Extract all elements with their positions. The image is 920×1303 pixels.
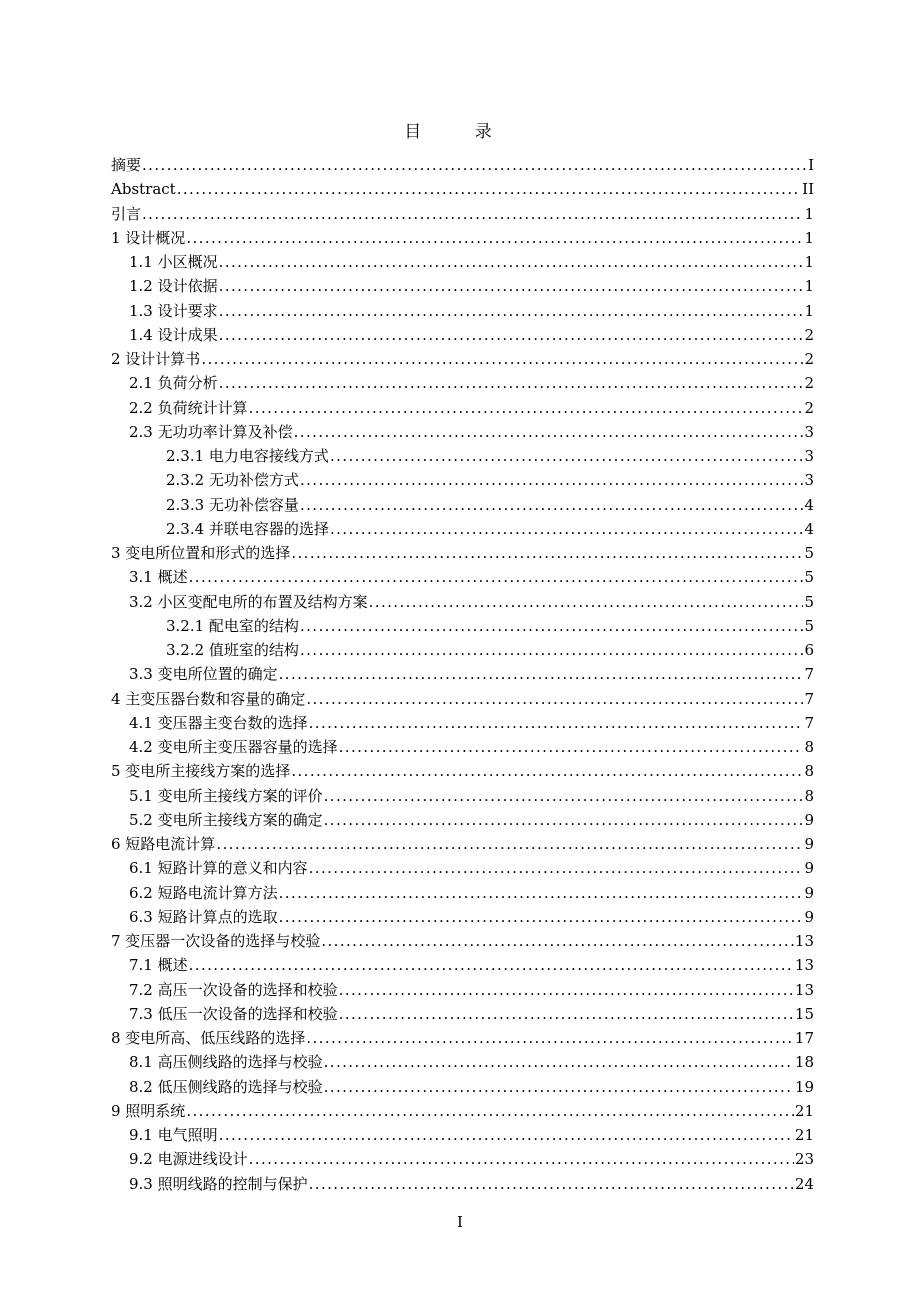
toc-entry-page: 1 xyxy=(804,277,814,296)
toc-entry-page: 2 xyxy=(804,350,814,368)
toc-entry-label: 4.1 变压器主变台数的选择 xyxy=(129,713,308,732)
toc-entry-page: 2 xyxy=(804,374,814,393)
toc-entry-label: 2.3.1 电力电容接线方式 xyxy=(166,447,329,465)
toc-entry[interactable] xyxy=(111,1123,814,1147)
toc-entry-label: 5.1 变电所主接线方案的评价 xyxy=(129,786,323,805)
toc-entry-page: 18 xyxy=(794,1053,814,1072)
toc-entry[interactable] xyxy=(111,396,814,420)
toc-entry-label: 7.2 高压一次设备的选择和校验 xyxy=(129,980,338,999)
toc-entry[interactable] xyxy=(111,687,814,711)
toc-entry-page: 3 xyxy=(804,471,814,490)
dot-leader xyxy=(339,1002,794,1026)
toc-entry-page: 23 xyxy=(794,1150,814,1169)
dot-leader xyxy=(219,299,804,323)
toc-title: 目 录 xyxy=(404,122,516,142)
toc-entry[interactable] xyxy=(111,614,814,638)
toc-entry-page: 8 xyxy=(804,738,814,756)
toc-entry[interactable] xyxy=(111,856,814,880)
toc-entry[interactable] xyxy=(111,1075,814,1099)
toc-entry-page: 9 xyxy=(804,907,814,926)
toc-entry-page: 24 xyxy=(794,1174,814,1193)
dot-leader xyxy=(330,444,804,468)
toc-entry-label: 1.3 设计要求 xyxy=(129,301,218,320)
dot-leader xyxy=(300,614,804,638)
toc-entry-page: 13 xyxy=(794,956,814,975)
toc-entry-label: 6.1 短路计算的意义和内容 xyxy=(129,859,308,878)
toc-entry-page: 17 xyxy=(794,1029,814,1047)
toc-entry-page: 6 xyxy=(804,641,814,659)
toc-entry[interactable] xyxy=(111,371,814,395)
toc-entry-label: 1.1 小区概况 xyxy=(129,253,218,271)
dot-leader xyxy=(186,226,803,250)
dot-leader xyxy=(219,250,804,274)
toc-entry-label: 2.3.4 并联电容器的选择 xyxy=(166,519,329,538)
toc-entry-label: 8 变电所高、低压线路的选择 xyxy=(111,1029,306,1047)
toc-entry-label: 2.3 无功功率计算及补偿 xyxy=(129,422,293,441)
toc-entry-page: 21 xyxy=(794,1101,814,1120)
toc-entry-label: 1 设计概况 xyxy=(111,228,186,247)
toc-entry[interactable] xyxy=(111,832,814,856)
toc-entry[interactable] xyxy=(111,444,814,468)
toc-entry-page: 8 xyxy=(804,786,814,805)
toc-entry-page: 4 xyxy=(804,519,814,538)
toc-entry-page: 7 xyxy=(804,713,814,732)
dot-leader xyxy=(219,323,804,347)
toc-entry-label: 摘要 xyxy=(111,156,142,174)
toc-entry[interactable] xyxy=(111,274,814,298)
toc-entry[interactable] xyxy=(111,905,814,929)
toc-entry-label: 9.1 电气照明 xyxy=(129,1126,218,1144)
dot-leader xyxy=(369,590,804,614)
dot-leader xyxy=(330,517,804,541)
dot-leader xyxy=(189,953,794,977)
toc-entry-label: 3.2.2 值班室的结构 xyxy=(166,641,299,659)
toc-entry-label: 6.3 短路计算点的选取 xyxy=(129,907,278,926)
toc-entry-label: 2 设计计算书 xyxy=(111,350,201,368)
toc-entry[interactable] xyxy=(111,226,814,250)
dot-leader xyxy=(294,420,804,444)
toc-entry[interactable] xyxy=(111,638,814,662)
toc-entry-page: 5 xyxy=(804,568,814,587)
dot-leader xyxy=(309,1172,794,1196)
toc-entry[interactable] xyxy=(111,1147,814,1171)
dot-leader xyxy=(291,759,803,783)
toc-entry-page: 21 xyxy=(794,1126,814,1144)
toc-entry-label: 3 变电所位置和形式的选择 xyxy=(111,544,291,562)
dot-leader xyxy=(249,396,804,420)
dot-leader xyxy=(177,177,801,201)
toc-entry[interactable] xyxy=(111,1099,814,1123)
toc-entry-page: 9 xyxy=(804,810,814,829)
toc-entry-page: 9 xyxy=(804,859,814,878)
toc-entry-page: 7 xyxy=(804,665,814,684)
toc-entry[interactable] xyxy=(111,202,814,226)
toc-entry[interactable] xyxy=(111,784,814,808)
dot-leader xyxy=(324,1050,794,1074)
toc-entry-page: 2 xyxy=(804,398,814,417)
toc-entry-page: 1 xyxy=(804,253,814,271)
dot-leader xyxy=(249,1147,794,1171)
toc-entry[interactable] xyxy=(111,1172,814,1196)
toc-entry-label: 6.2 短路电流计算方法 xyxy=(129,883,278,902)
toc-entry-page: 15 xyxy=(794,1004,814,1023)
toc-entry[interactable] xyxy=(111,493,814,517)
toc-entry[interactable] xyxy=(111,978,814,1002)
toc-entry[interactable] xyxy=(111,468,814,492)
dot-leader xyxy=(306,687,803,711)
dot-leader xyxy=(186,1099,794,1123)
dot-leader xyxy=(291,541,803,565)
toc-entry[interactable] xyxy=(111,541,814,565)
toc-entry[interactable] xyxy=(111,323,814,347)
toc-entry-page: 1 xyxy=(804,204,814,223)
dot-leader xyxy=(201,347,803,371)
toc-entry-page: 7 xyxy=(804,689,814,708)
toc-entry-page: 8 xyxy=(804,762,814,781)
toc-entry[interactable] xyxy=(111,1026,814,1050)
toc-entry-page: 5 xyxy=(804,616,814,635)
toc-entry-label: 4 主变压器台数和容量的确定 xyxy=(111,689,306,708)
toc-entry[interactable] xyxy=(111,1002,814,1026)
toc-entry-label: 7.1 概述 xyxy=(129,956,188,975)
toc-entry-page: 5 xyxy=(804,544,814,562)
toc-entry[interactable] xyxy=(111,759,814,783)
toc-entry-label: 8.1 高压侧线路的选择与校验 xyxy=(129,1053,323,1072)
toc-entry-page: 3 xyxy=(804,422,814,441)
toc-entry-label: 2.3.2 无功补偿方式 xyxy=(166,471,299,490)
dot-leader xyxy=(300,468,804,492)
toc-entry-label: Abstract xyxy=(111,180,176,199)
toc-entry[interactable] xyxy=(111,881,814,905)
toc-entry[interactable] xyxy=(111,517,814,541)
toc-entry-label: 1.4 设计成果 xyxy=(129,325,218,344)
toc-entry[interactable] xyxy=(111,153,814,177)
dot-leader xyxy=(309,711,804,735)
dot-leader xyxy=(339,978,794,1002)
toc-entry-label: 7.3 低压一次设备的选择和校验 xyxy=(129,1004,338,1023)
dot-leader xyxy=(306,1026,794,1050)
toc-entry-page: 4 xyxy=(804,495,814,514)
toc-entry-page: I xyxy=(808,156,814,174)
dot-leader xyxy=(216,832,803,856)
toc-entry[interactable] xyxy=(111,953,814,977)
dot-leader xyxy=(309,856,804,880)
toc-entry-label: 3.2 小区变配电所的布置及结构方案 xyxy=(129,592,368,611)
dot-leader xyxy=(219,274,804,298)
toc-entry-label: 1.2 设计依据 xyxy=(129,277,218,296)
toc-entry[interactable] xyxy=(111,662,814,686)
toc-entry-page: 5 xyxy=(804,592,814,611)
toc-entry-page: 9 xyxy=(804,835,814,853)
dot-leader xyxy=(279,905,804,929)
toc-entry-label: 9 照明系统 xyxy=(111,1101,186,1120)
dot-leader xyxy=(189,565,804,589)
toc-entry-page: 1 xyxy=(804,301,814,320)
dot-leader xyxy=(324,1075,794,1099)
toc-entry[interactable] xyxy=(111,808,814,832)
toc-entry[interactable] xyxy=(111,347,814,371)
toc-entry-label: 5.2 变电所主接线方案的确定 xyxy=(129,810,323,829)
dot-leader xyxy=(279,881,804,905)
toc-entry[interactable] xyxy=(111,590,814,614)
toc-entry-page: 19 xyxy=(794,1077,814,1096)
toc-entry-label: 2.2 负荷统计计算 xyxy=(129,398,248,417)
toc-entry-label: 4.2 变电所主变压器容量的选择 xyxy=(129,738,338,756)
toc-entry[interactable] xyxy=(111,177,814,201)
toc-entry[interactable] xyxy=(111,929,814,953)
toc-entry[interactable] xyxy=(111,735,814,759)
dot-leader xyxy=(142,202,803,226)
dot-leader xyxy=(279,662,804,686)
dot-leader xyxy=(339,735,804,759)
toc-entry[interactable] xyxy=(111,299,814,323)
toc-entry[interactable] xyxy=(111,565,814,589)
toc-entry-label: 5 变电所主接线方案的选择 xyxy=(111,762,291,781)
toc-entry-label: 8.2 低压侧线路的选择与校验 xyxy=(129,1077,323,1096)
dot-leader xyxy=(219,371,804,395)
toc-entry-label: 3.2.1 配电室的结构 xyxy=(166,616,299,635)
page-number: I xyxy=(457,1213,463,1231)
toc-entry-label: 3.3 变电所位置的确定 xyxy=(129,665,278,684)
toc-entry-label: 2.3.3 无功补偿容量 xyxy=(166,495,299,514)
toc-entry[interactable] xyxy=(111,1050,814,1074)
toc-entry-page: 9 xyxy=(804,883,814,902)
toc-entry[interactable] xyxy=(111,420,814,444)
toc-entry-page: 13 xyxy=(794,932,814,950)
dot-leader xyxy=(324,784,804,808)
dot-leader xyxy=(300,638,804,662)
toc-entry-page: 1 xyxy=(804,228,814,247)
toc-entry-label: 6 短路电流计算 xyxy=(111,835,216,853)
toc-entry-label: 7 变压器一次设备的选择与校验 xyxy=(111,932,321,950)
toc-entry-label: 9.2 电源进线设计 xyxy=(129,1150,248,1169)
toc-entry[interactable] xyxy=(111,250,814,274)
table-of-contents xyxy=(111,153,814,1196)
dot-leader xyxy=(324,808,804,832)
toc-entry-label: 引言 xyxy=(111,204,142,223)
toc-entry-page: 13 xyxy=(794,980,814,999)
toc-entry-page: II xyxy=(802,180,814,199)
dot-leader xyxy=(219,1123,794,1147)
dot-leader xyxy=(142,153,807,177)
dot-leader xyxy=(300,493,804,517)
toc-entry-label: 9.3 照明线路的控制与保护 xyxy=(129,1174,308,1193)
toc-entry[interactable] xyxy=(111,711,814,735)
toc-entry-label: 3.1 概述 xyxy=(129,568,188,587)
toc-entry-page: 2 xyxy=(804,325,814,344)
dot-leader xyxy=(321,929,794,953)
toc-entry-label: 2.1 负荷分析 xyxy=(129,374,218,393)
toc-entry-page: 3 xyxy=(804,447,814,465)
